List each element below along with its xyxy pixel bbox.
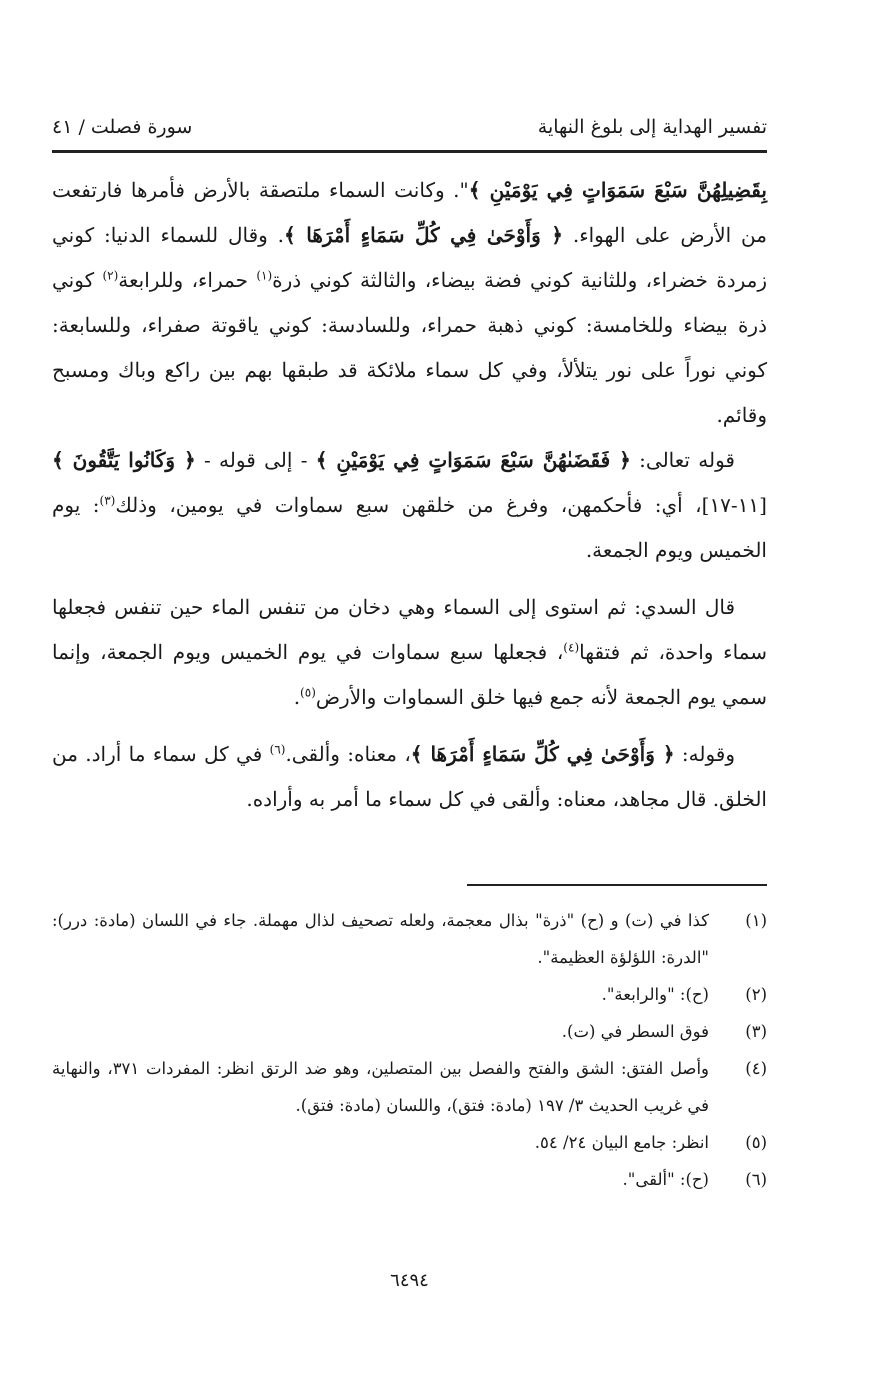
text-run: قوله تعالى: [630,448,735,472]
footnote-item [52,976,767,1013]
text-run: . [293,685,301,709]
quran-quote: ﴿ فَقَضَىٰهُنَّ سَبْعَ سَمَوَاتٍ فِي يَوْمَيْنِ ﴾ [315,448,631,472]
footnote-number: (٦) [745,1170,767,1189]
footnote-text: فوق السطر في (ت). [561,1022,709,1041]
footnote-ref: (٢) [102,268,119,283]
text-run: حمراء، وللرابعة [118,268,257,292]
text-run: [١١-١٧]، أي: فأحكمهن، وفرغ من خلقهن سبع سماوات في يومين، وذلك [115,493,767,517]
text-run: قال السدي: ثم استوى إلى السماء وهي دخان من تنفس الماء حين تنفس فجعلها سماء واحدة، ثم فتقها [52,595,767,664]
quran-quote: ﴿ وَكَانُوا يَتَّقُونَ ﴾ [52,448,196,472]
text-run: - إلى قوله - [195,448,316,472]
footnote-divider [467,884,767,886]
text-run: . وقال للسماء الدنيا: كوني زمردة خضراء، وللثانية كوني فضة بيضاء، والثالثة كوني ذرة [52,223,768,292]
text-run: ". وكانت السماء ملتصقة بالأرض فأمرها فارتفعت من الأرض على الهواء. [52,178,767,247]
book-title: تفسير الهداية إلى بلوغ النهاية [537,116,767,138]
footnote-number: (٤) [745,1059,767,1078]
text-run: : يوم الخميس ويوم الجمعة. [52,493,767,562]
footnote-item [52,902,767,976]
footnote-number: (٥) [745,1133,767,1152]
footnote-number: (١) [745,911,767,930]
footnote-item [52,1161,767,1198]
quran-quote: بِقَضِيلِهُنَّ سَبْعَ سَمَوَاتٍ فِي يَوْمَيْنِ ﴾ [468,178,767,202]
running-header [52,112,767,142]
footnote-text: انظر: جامع البيان ٢٤/ ٥٤. [534,1133,709,1152]
footnote-number: (٢) [745,985,767,1004]
footnote-item [52,1013,767,1050]
footnote-number: (٣) [745,1022,767,1041]
text-run: ، فجعلها سبع سماوات في يوم الخميس ويوم الجمعة، وإنما سمي يوم الجمعة لأنه جمع فيها خلق السماوات والأرض [52,640,767,709]
footnote-text: (ح): "ألقى". [622,1170,709,1189]
quran-quote: ﴿ وَأَوْحَىٰ فِي كُلِّ سَمَاءٍ أَمْرَهَا ﴾ [284,223,563,247]
footnote-ref: (٥) [300,685,316,700]
footnote-ref: (٦) [269,742,286,757]
paragraph-1 [52,168,767,438]
footnote-item [52,1124,767,1161]
footnote-text: كذا في (ت) و (ح) "ذرة" بذال معجمة، ولعله تصحيف لذال مهملة. جاء في اللسان (مادة: درر): "الدرة: اللؤلؤة العظيمة". [52,911,709,967]
footnotes [52,902,767,1198]
main-text [52,168,767,822]
footnote-ref: (٤) [563,640,580,655]
page [52,0,767,1383]
text-run: كوني ذرة بيضاء وللخامسة: كوني ذهبة حمراء، وللسادسة: كوني ياقوتة صفراء، وللسابعة: كوني نوراً على نور يتلألأ، وفي كل سماء ملائكة قد طبقها بهم بين راكع وباك ومسبح وقائم. [52,268,767,427]
paragraph-2 [52,438,767,573]
footnote-item [52,1050,767,1124]
footnote-ref: (١) [256,268,273,283]
page-number: ٦٤٩٤ [390,1270,429,1291]
footnote-text: وأصل الفتق: الشق والفتح والفصل بين المتصلين، وهو ضد الرتق انظر: المفردات ٣٧١، والنهاية في غريب الحديث ٣/ ١٩٧ (مادة: فتق)، واللسان (مادة: فتق). [52,1059,709,1115]
footnote-ref: (٣) [99,493,116,508]
text-run: وقوله: [674,742,736,766]
header-divider [52,150,767,153]
text-run: في كل سماء ما أراد. من الخلق. قال مجاهد، معناه: وألقى في كل سماء ما أمر به وأراده. [52,742,767,811]
paragraph-3 [52,585,767,720]
quran-quote: ﴿ وَأَوْحَىٰ فِي كُلِّ سَمَاءٍ أَمْرَهَا ﴾ [410,742,675,766]
footnote-text: (ح): "والرابعة". [601,985,709,1004]
paragraph-4 [52,732,767,822]
text-run: ، معناه: وألقى. [285,742,411,766]
surah-label: سورة فصلت / ٤١ [52,116,193,138]
